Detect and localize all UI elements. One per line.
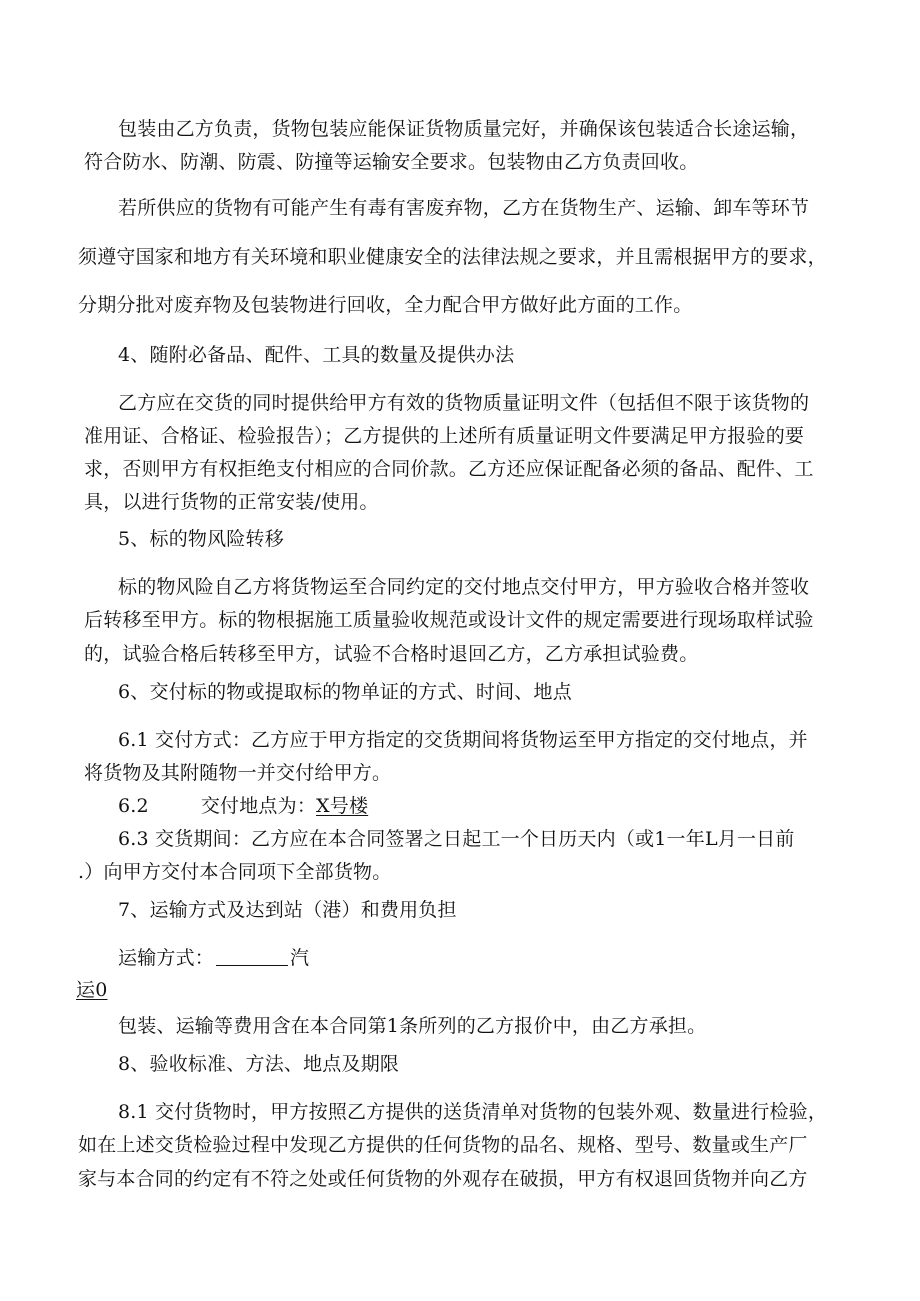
paragraph-line: 标的物风险自乙方将货物运至合同约定的交付地点交付甲方，甲方验收合格并签收: [118, 576, 810, 598]
section-heading-8: 8、验收标准、方法、地点及期限: [118, 1053, 400, 1075]
paragraph-line: 符合防水、防潮、防震、防撞等运输安全要求。包装物由乙方负责回收。: [84, 151, 699, 173]
paragraph-line: 须遵守国家和地方有关环境和职业健康安全的法律法规之要求，并且需根据甲方的要求，: [78, 246, 827, 268]
paragraph-line: 具，以进行货物的正常安装/使用。: [84, 491, 379, 513]
paragraph-line: 将货物及其附随物一并交付给甲方。: [84, 762, 392, 784]
section-heading-6: 6、交付标的物或提取标的物单证的方式、时间、地点: [118, 681, 572, 703]
section-heading-5: 5、标的物风险转移: [118, 528, 284, 550]
transport-method-line: [118, 945, 309, 971]
delivery-location-line: [118, 793, 368, 819]
paragraph-line: .）向甲方交付本合同项下全部货物。: [78, 861, 392, 883]
clause-label: 交付地点为：: [200, 795, 317, 817]
section-heading-4: 4、随附必备品、配件、工具的数量及提供办法: [118, 344, 515, 366]
paragraph-line: 6.3 交货期间：乙方应在本合同签署之日起工一个日历天内（或1一年L月一日前: [118, 828, 795, 850]
transport-value: 汽: [290, 947, 310, 969]
paragraph-line: 若所供应的货物有可能产生有毒有害废弃物，乙方在货物生产、运输、卸车等环节: [118, 197, 810, 219]
paragraph-line: 6.1 交付方式：乙方应于甲方指定的交货期间将货物运至甲方指定的交付地点，并: [118, 729, 808, 751]
transport-value-continued: 运0: [76, 979, 108, 1001]
paragraph-line: 如在上述交货检验过程中发现乙方提供的任何货物的品名、规格、型号、数量或生产厂: [78, 1134, 808, 1156]
paragraph-line: 的，试验合格后转移至甲方，试验不合格时退回乙方，乙方承担试验费。: [84, 643, 699, 665]
delivery-location-value: X号楼: [316, 795, 369, 817]
clause-number: 6.2: [118, 795, 149, 817]
transport-method-continuation: [76, 977, 108, 1003]
paragraph-line: 乙方应在交货的同时提供给甲方有效的货物质量证明文件（包括但不限于该货物的: [118, 392, 810, 414]
paragraph-line: 准用证、合格证、检验报告）；乙方提供的上述所有质量证明文件要满足甲方报验的要: [84, 425, 805, 447]
paragraph-line: 求，否则甲方有权拒绝支付相应的合同价款。乙方还应保证配备必须的备品、配件、工: [84, 458, 814, 480]
paragraph-line: 包装由乙方负责，货物包装应能保证货物质量完好，并确保该包装适合长途运输，: [118, 118, 810, 140]
transport-label: 运输方式：: [118, 947, 215, 969]
section-heading-7: 7、运输方式及达到站（港）和费用负担: [118, 899, 457, 921]
paragraph-line: 分期分批对废弃物及包装物进行回收，全力配合甲方做好此方面的工作。: [78, 294, 693, 316]
paragraph-line: 后转移至甲方。标的物根据施工质量验收规范或设计文件的规定需要进行现场取样试验: [84, 609, 814, 631]
paragraph-line: 家与本合同的约定有不符之处或任何货物的外观存在破损，甲方有权退回货物并向乙方: [78, 1168, 808, 1190]
paragraph-line: 8.1 交付货物时，甲方按照乙方提供的送货清单对货物的包装外观、数量进行检验，: [118, 1101, 828, 1123]
transport-blank: [216, 947, 288, 966]
paragraph-line: 包装、运输等费用含在本合同第1条所列的乙方报价中，由乙方承担。: [118, 1015, 707, 1037]
